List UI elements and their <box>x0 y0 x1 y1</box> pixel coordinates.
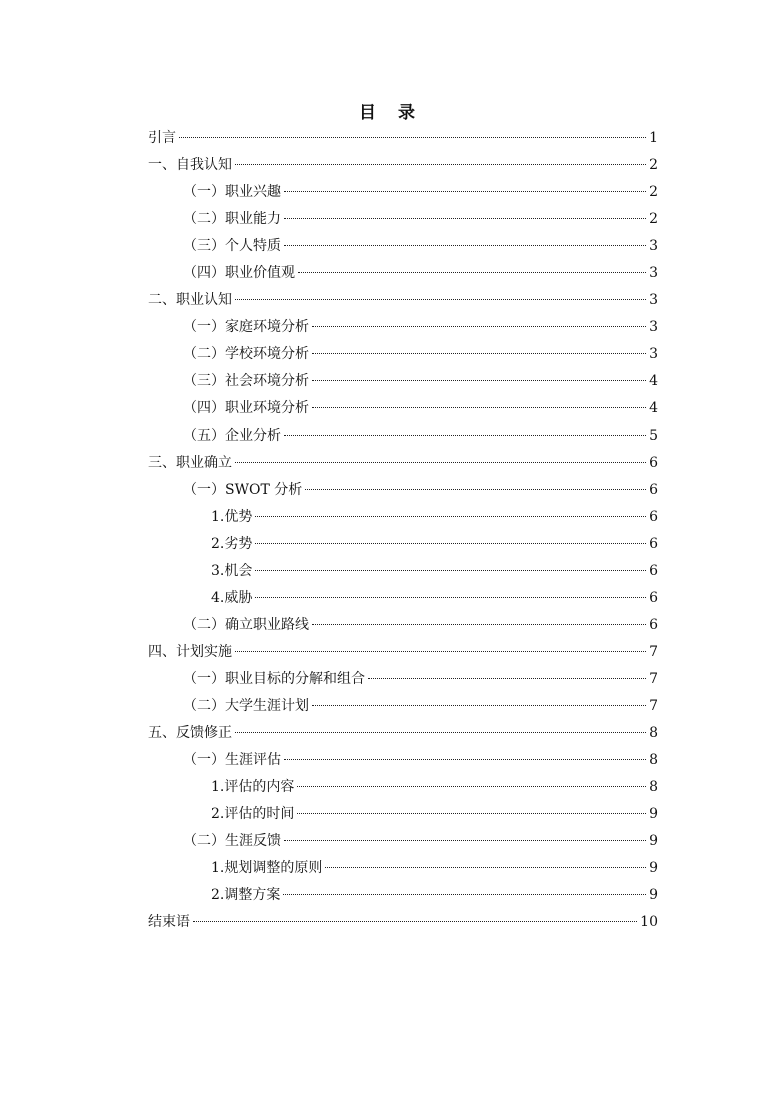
toc-dot-leader <box>312 407 646 408</box>
toc-dot-leader <box>305 489 646 490</box>
toc-entry-page-number: 2 <box>649 157 658 174</box>
toc-entry[interactable] <box>148 287 658 314</box>
toc-dot-leader <box>235 164 646 165</box>
toc-entry-label: （一）生涯评估 <box>183 752 281 769</box>
toc-list <box>148 125 658 936</box>
toc-entry-label: 一、自我认知 <box>148 157 232 174</box>
toc-dot-leader <box>235 651 646 652</box>
toc-entry[interactable] <box>148 882 658 909</box>
toc-entry-label: 2.评估的时间 <box>211 806 295 823</box>
toc-entry-page-number: 2 <box>649 211 658 228</box>
toc-entry-page-number: 6 <box>649 481 658 498</box>
toc-title: 目 录 <box>359 103 423 123</box>
toc-entry-label: （二）生涯反馈 <box>183 833 281 850</box>
toc-dot-leader <box>298 272 646 273</box>
toc-entry[interactable] <box>148 206 658 233</box>
toc-entry-page-number: 3 <box>649 319 658 336</box>
toc-entry-label: （二）确立职业路线 <box>183 616 309 633</box>
toc-entry[interactable] <box>148 368 658 395</box>
toc-entry-page-number: 6 <box>649 589 658 606</box>
toc-entry[interactable] <box>148 314 658 341</box>
toc-dot-leader <box>255 516 646 517</box>
toc-entry[interactable] <box>148 423 658 450</box>
toc-entry-label: （三）个人特质 <box>183 238 281 255</box>
toc-entry-page-number: 6 <box>649 535 658 552</box>
toc-entry-page-number: 6 <box>649 454 658 471</box>
toc-entry-label: （四）职业环境分析 <box>183 400 309 417</box>
toc-dot-leader <box>312 624 646 625</box>
toc-entry-label: （二）学校环境分析 <box>183 346 309 363</box>
toc-dot-leader <box>368 678 646 679</box>
toc-dot-leader <box>284 435 646 436</box>
toc-entry[interactable] <box>148 504 658 531</box>
toc-entry[interactable] <box>148 125 658 152</box>
toc-entry-page-number: 9 <box>649 806 658 823</box>
toc-entry-label: （一）职业目标的分解和组合 <box>183 670 365 687</box>
toc-entry-label: 三、职业确立 <box>148 454 232 471</box>
toc-entry[interactable] <box>148 558 658 585</box>
toc-dot-leader <box>284 840 646 841</box>
toc-entry-label: （一）SWOT 分析 <box>183 481 303 498</box>
toc-entry-label: 2.劣势 <box>211 535 253 552</box>
toc-entry-label: （五）企业分析 <box>183 427 281 444</box>
toc-dot-leader <box>235 299 646 300</box>
toc-entry[interactable] <box>148 179 658 206</box>
toc-entry-page-number: 3 <box>649 292 658 309</box>
toc-dot-leader <box>235 462 646 463</box>
toc-entry-label: 2.调整方案 <box>211 887 281 904</box>
toc-entry-page-number: 4 <box>649 373 658 390</box>
toc-entry-label: 引言 <box>148 130 176 146</box>
toc-entry-label: 1.规划调整的原则 <box>211 860 323 877</box>
toc-entry-page-number: 6 <box>649 616 658 633</box>
toc-dot-leader <box>235 732 646 733</box>
toc-entry-label: 1.评估的内容 <box>211 779 295 796</box>
toc-entry[interactable] <box>148 341 658 368</box>
toc-dot-leader <box>312 705 646 706</box>
toc-entry-page-number: 8 <box>649 779 658 796</box>
toc-entry-page-number: 8 <box>649 752 658 769</box>
toc-entry-page-number: 7 <box>649 643 658 660</box>
toc-entry[interactable] <box>148 585 658 612</box>
toc-dot-leader <box>284 759 646 760</box>
toc-entry-label: （二）大学生涯计划 <box>183 697 309 714</box>
toc-entry-page-number: 3 <box>649 238 658 255</box>
toc-entry-label: 1.优势 <box>211 508 253 525</box>
toc-entry[interactable] <box>148 855 658 882</box>
toc-entry-page-number: 6 <box>649 562 658 579</box>
toc-dot-leader <box>193 921 637 922</box>
toc-entry-label: 五、反馈修正 <box>148 725 232 742</box>
toc-dot-leader <box>179 137 646 138</box>
toc-entry-page-number: 4 <box>649 400 658 417</box>
toc-dot-leader <box>255 570 646 571</box>
toc-dot-leader <box>284 245 646 246</box>
toc-dot-leader <box>325 867 646 868</box>
toc-entry[interactable] <box>148 828 658 855</box>
toc-entry[interactable] <box>148 801 658 828</box>
toc-entry-page-number: 2 <box>649 184 658 201</box>
toc-dot-leader <box>255 543 646 544</box>
toc-entry[interactable] <box>148 720 658 747</box>
toc-entry[interactable] <box>148 531 658 558</box>
toc-entry-page-number: 9 <box>649 860 658 877</box>
toc-entry[interactable] <box>148 639 658 666</box>
toc-entry[interactable] <box>148 774 658 801</box>
toc-dot-leader <box>297 813 646 814</box>
toc-entry-label: （一）家庭环境分析 <box>183 319 309 336</box>
toc-entry[interactable] <box>148 260 658 287</box>
toc-dot-leader <box>312 353 646 354</box>
toc-entry-page-number: 7 <box>649 697 658 714</box>
toc-entry[interactable] <box>148 747 658 774</box>
toc-dot-leader <box>255 597 646 598</box>
toc-entry-page-number: 3 <box>649 346 658 363</box>
toc-entry-label: 二、职业认知 <box>148 292 232 309</box>
toc-entry[interactable] <box>148 612 658 639</box>
toc-entry-page-number: 5 <box>649 427 658 444</box>
toc-dot-leader <box>297 786 646 787</box>
toc-entry-page-number: 6 <box>649 508 658 525</box>
toc-entry-label: 四、计划实施 <box>148 643 232 660</box>
toc-entry-page-number: 1 <box>649 130 658 146</box>
toc-entry-page-number: 3 <box>649 265 658 282</box>
toc-dot-leader <box>284 218 646 219</box>
toc-dot-leader <box>284 191 646 192</box>
toc-entry[interactable] <box>148 693 658 720</box>
toc-entry-page-number: 10 <box>640 914 658 931</box>
toc-entry-page-number: 9 <box>649 887 658 904</box>
toc-dot-leader <box>312 326 646 327</box>
toc-dot-leader <box>283 894 646 895</box>
toc-entry-label: 结束语 <box>148 914 190 931</box>
toc-entry-label: 3.机会 <box>211 562 253 579</box>
toc-entry-label: （三）社会环境分析 <box>183 373 309 390</box>
toc-entry-label: （一）职业兴趣 <box>183 184 281 201</box>
toc-dot-leader <box>312 380 646 381</box>
toc-entry[interactable] <box>148 152 658 179</box>
toc-entry[interactable] <box>148 666 658 693</box>
toc-entry[interactable] <box>148 395 658 422</box>
toc-entry-page-number: 7 <box>649 670 658 687</box>
toc-entry[interactable] <box>148 450 658 477</box>
toc-entry[interactable] <box>148 909 658 936</box>
toc-entry-label: （二）职业能力 <box>183 211 281 228</box>
toc-entry[interactable] <box>148 233 658 260</box>
toc-entry-label: （四）职业价值观 <box>183 265 295 282</box>
toc-entry-page-number: 8 <box>649 725 658 742</box>
toc-entry[interactable] <box>148 477 658 504</box>
toc-entry-page-number: 9 <box>649 833 658 850</box>
toc-entry-label: 4.威胁 <box>211 589 253 606</box>
